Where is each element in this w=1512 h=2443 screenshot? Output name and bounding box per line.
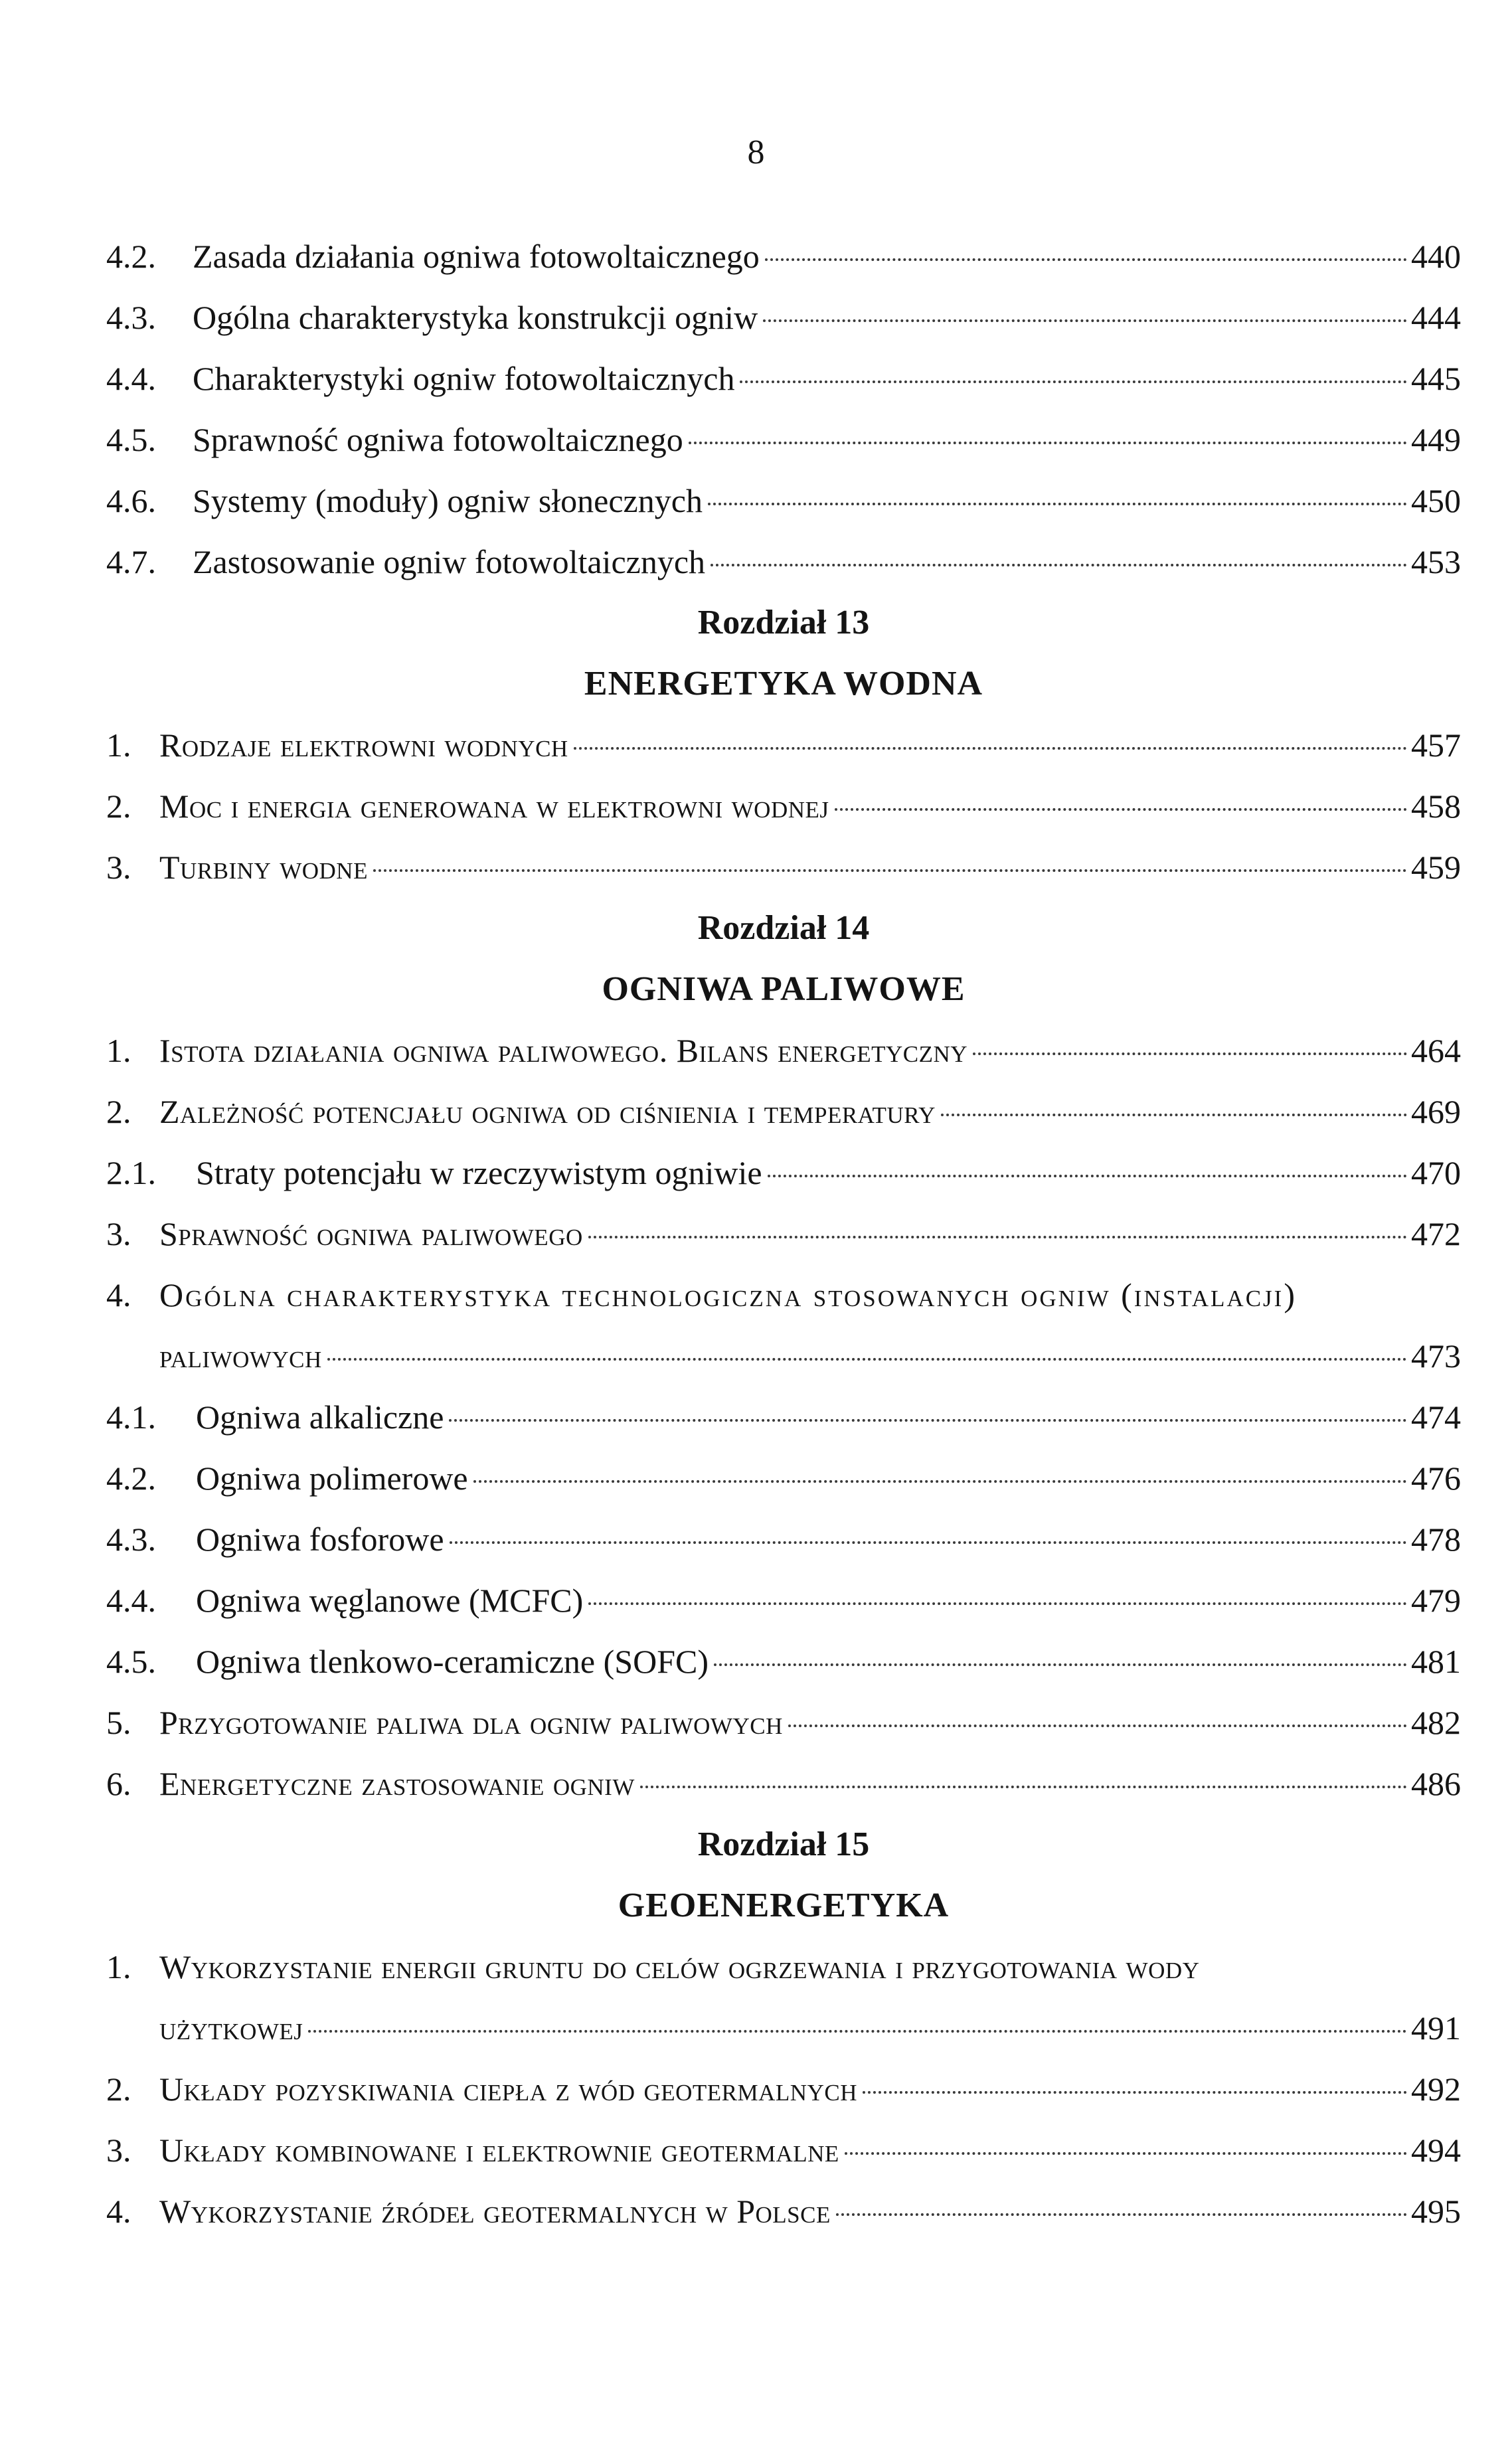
dot-leader [450, 1541, 1407, 1544]
toc-entry-page: 440 [1411, 238, 1461, 275]
toc-entry-title: Zależność potencjału ogniwa od ciśnienia i temperatury [159, 1093, 936, 1130]
chapter-label: Rozdział 15 [697, 1825, 870, 1863]
toc-entry-page: 473 [1411, 1337, 1461, 1375]
table-of-contents [106, 226, 1461, 2242]
dot-leader [308, 2030, 1407, 2033]
toc-entry [106, 2059, 1461, 2120]
chapter-title: ENERGETYKA WODNA [584, 665, 983, 703]
toc-entry-title: Przygotowanie paliwa dla ogniw paliwowych [159, 1704, 783, 1741]
toc-entry [106, 287, 1461, 348]
toc-entry-number: 4.4. [106, 1582, 156, 1619]
toc-entry-number: 2. [106, 1093, 131, 1130]
dot-leader [836, 2213, 1407, 2216]
toc-entry-number: 3. [106, 849, 131, 886]
toc-entry [106, 715, 1461, 776]
toc-entry-title: Układy pozyskiwania ciepła z wód geotermalnych [159, 2070, 857, 2108]
toc-entry-page: 495 [1411, 2193, 1461, 2230]
toc-entry-title: Energetyczne zastosowanie ogniw [159, 1765, 635, 1802]
toc-entry-number: 4.5. [106, 421, 156, 458]
dot-leader [588, 1602, 1407, 1605]
toc-entry-number: 4.5. [106, 1643, 156, 1680]
toc-entry-number: 2. [106, 2070, 131, 2108]
dot-leader [588, 1236, 1407, 1238]
toc-entry-number: 4. [106, 1276, 131, 1313]
dot-leader [835, 808, 1407, 811]
toc-entry-number: 3. [106, 1215, 131, 1252]
toc-entry-number: 4. [106, 2193, 131, 2230]
dot-leader [640, 1786, 1407, 1788]
chapter-title: OGNIWA PALIWOWE [602, 970, 966, 1008]
toc-entry-number: 4.2. [106, 1460, 156, 1497]
toc-entry-title: Rodzaje elektrowni wodnych [159, 726, 568, 764]
dot-leader [768, 1175, 1407, 1177]
toc-entry-page: 459 [1411, 849, 1461, 886]
toc-entry-page: 470 [1411, 1154, 1461, 1191]
toc-entry-title: Turbiny wodne [159, 849, 368, 886]
toc-entry [106, 2181, 1461, 2242]
toc-entry-title: Sprawność ogniwa paliwowego [159, 1215, 583, 1252]
toc-entry-title: Straty potencjału w rzeczywistym ogniwie [196, 1154, 762, 1191]
toc-entry-page: 444 [1411, 299, 1461, 336]
toc-entry-page: 449 [1411, 421, 1461, 458]
toc-entry-page: 445 [1411, 360, 1461, 397]
toc-entry [106, 226, 1461, 287]
dot-leader [863, 2091, 1407, 2094]
toc-entry-title-continuation: paliwowych [159, 1337, 322, 1375]
toc-entry-number: 3. [106, 2132, 131, 2169]
toc-entry-page: 458 [1411, 788, 1461, 825]
toc-entry-number: 1. [106, 726, 131, 764]
toc-entry-page: 476 [1411, 1460, 1461, 1497]
page-number: 8 [747, 133, 765, 171]
toc-entry-number: 1. [106, 1948, 131, 1985]
dot-leader [689, 442, 1407, 444]
toc-entry-title: Ogólna charakterystyka technologiczna stosowanych ogniw (instalacji) [159, 1276, 1297, 1313]
toc-entry-page: 472 [1411, 1215, 1461, 1252]
toc-entry-title: Ogniwa polimerowe [196, 1460, 468, 1497]
dot-leader [449, 1419, 1407, 1422]
toc-entry [106, 470, 1461, 531]
toc-entry-number: 4.3. [106, 1521, 156, 1558]
toc-entry-page: 457 [1411, 726, 1461, 764]
toc-entry-title: Ogniwa fosforowe [196, 1521, 444, 1558]
toc-entry [106, 1936, 1461, 1997]
dot-leader [941, 1114, 1407, 1116]
dot-leader [740, 380, 1407, 383]
dot-leader [373, 869, 1407, 872]
toc-entry [106, 1203, 1461, 1264]
toc-entry-number: 4.3. [106, 299, 156, 336]
toc-entry-title: Zasada działania ogniwa fotowoltaicznego [193, 238, 760, 275]
dot-leader [708, 503, 1407, 505]
toc-entry-title: Wykorzystanie źródeł geotermalnych w Polsce [159, 2193, 831, 2230]
toc-entry-page: 478 [1411, 1521, 1461, 1558]
chapter-title: GEOENERGETYKA [618, 1887, 950, 1924]
toc-entry [106, 2120, 1461, 2181]
toc-entry-title-continuation: użytkowej [159, 2009, 303, 2047]
toc-entry-title: Zastosowanie ogniw fotowoltaicznych [193, 543, 706, 580]
toc-entry [106, 348, 1461, 409]
toc-entry [106, 1264, 1461, 1325]
toc-entry [106, 1692, 1461, 1753]
toc-entry-page: 464 [1411, 1032, 1461, 1069]
toc-entry [106, 837, 1461, 898]
toc-entry-continuation [106, 1325, 1461, 1387]
toc-entry-number: 1. [106, 1032, 131, 1069]
toc-entry-page: 479 [1411, 1582, 1461, 1619]
toc-entry-number: 4.6. [106, 482, 156, 519]
toc-entry [106, 531, 1461, 592]
toc-entry-title: Ogniwa tlenkowo-ceramiczne (SOFC) [196, 1643, 709, 1680]
toc-entry-number: 2. [106, 788, 131, 825]
toc-entry [106, 1509, 1461, 1570]
toc-entry [106, 1387, 1461, 1448]
toc-entry-page: 469 [1411, 1093, 1461, 1130]
toc-entry [106, 1020, 1461, 1081]
toc-entry-page: 494 [1411, 2132, 1461, 2169]
toc-entry-number: 4.2. [106, 238, 156, 275]
toc-entry-page: 492 [1411, 2070, 1461, 2108]
toc-entry-number: 4.4. [106, 360, 156, 397]
toc-entry-number: 5. [106, 1704, 131, 1741]
dot-leader [845, 2152, 1407, 2155]
toc-entry [106, 776, 1461, 837]
toc-entry-title: Wykorzystanie energii gruntu do celów ogrzewania i przygotowania wody [159, 1948, 1200, 1985]
dot-leader [327, 1358, 1407, 1361]
toc-entry-page: 482 [1411, 1704, 1461, 1741]
toc-entry-continuation [106, 1997, 1461, 2059]
toc-entry-title: Systemy (moduły) ogniw słonecznych [193, 482, 703, 519]
dot-leader [973, 1053, 1407, 1055]
toc-entry-page: 486 [1411, 1765, 1461, 1802]
dot-leader [473, 1480, 1407, 1483]
chapter-label: Rozdział 13 [697, 604, 870, 641]
toc-entry [106, 409, 1461, 470]
dot-leader [711, 564, 1407, 566]
toc-entry [106, 1631, 1461, 1692]
toc-entry-title: Istota działania ogniwa paliwowego. Bilans energetyczny [159, 1032, 968, 1069]
toc-entry-title: Ogniwa węglanowe (MCFC) [196, 1582, 584, 1619]
toc-entry-page: 450 [1411, 482, 1461, 519]
dot-leader [765, 258, 1407, 261]
toc-entry-title: Ogólna charakterystyka konstrukcji ogniw [193, 299, 758, 336]
toc-entry-page: 481 [1411, 1643, 1461, 1680]
toc-entry-title: Moc i energia generowana w elektrowni wodnej [159, 788, 829, 825]
toc-entry-title: Ogniwa alkaliczne [196, 1398, 444, 1436]
toc-entry-number: 4.1. [106, 1398, 156, 1436]
toc-entry-page: 491 [1411, 2009, 1461, 2047]
toc-entry-title: Układy kombinowane i elektrownie geotermalne [159, 2132, 839, 2169]
dot-leader [763, 319, 1407, 322]
toc-entry-page: 474 [1411, 1398, 1461, 1436]
toc-entry [106, 1081, 1461, 1142]
toc-entry [106, 1448, 1461, 1509]
dot-leader [714, 1663, 1407, 1666]
toc-entry-number: 4.7. [106, 543, 156, 580]
dot-leader [574, 747, 1407, 750]
toc-entry [106, 1570, 1461, 1631]
toc-entry-title: Sprawność ogniwa fotowoltaicznego [193, 421, 683, 458]
toc-entry-number: 6. [106, 1765, 131, 1802]
toc-entry-page: 453 [1411, 543, 1461, 580]
dot-leader [788, 1725, 1407, 1727]
toc-entry [106, 1753, 1461, 1814]
toc-entry-number: 2.1. [106, 1154, 156, 1191]
chapter-label: Rozdział 14 [697, 909, 870, 947]
toc-entry-title: Charakterystyki ogniw fotowoltaicznych [193, 360, 735, 397]
toc-entry [106, 1142, 1461, 1203]
